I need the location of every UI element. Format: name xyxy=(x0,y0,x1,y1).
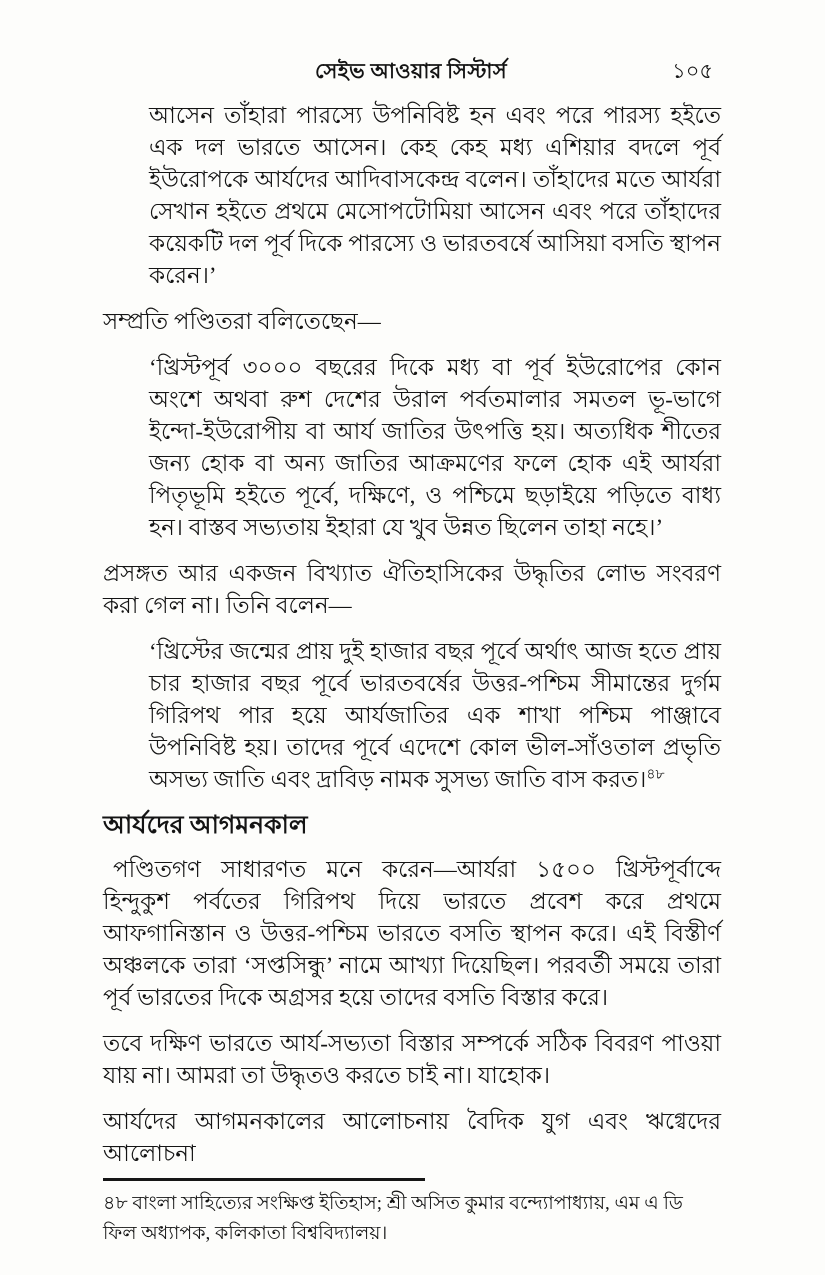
footnote-48 xyxy=(103,1189,721,1249)
blockquote-punjab-settlement xyxy=(149,636,721,796)
blockquote-persia-migration: আসেন তাঁহারা পারস্যে উপনিবিষ্ট হন এবং পরে পারস্য হইতে এক দল ভারতে আসেন। কেহ কেহ মধ্য এশিয়ার বদলে পূর্ব ইউরোপকে আর্যদের আদিবাসকেন্দ্র বলেন। তাঁহাদের মতে আর্যরা সেখান হইতে প্রথমে মেসোপটোমিয়া আসেন এবং পরে তাঁহাদের কয়েকটি দল পূর্ব দিকে পারস্যে ও ভারতবর্ষে আসিয়া বসতি স্থাপন করেন।’ xyxy=(149,103,721,288)
footnote-reference-48: ৪৮ xyxy=(646,767,665,783)
paragraph-historian-intro: প্রসঙ্গত আর একজন বিখ্যাত ঐতিহাসিকের উদ্ধৃতির লোভ সংবরণ করা গেল না। তিনি বলেন— xyxy=(103,561,721,618)
running-header xyxy=(103,56,719,86)
page-number: ১০৫ xyxy=(672,59,713,83)
footnote-separator-rule xyxy=(103,1178,425,1181)
section-heading-aryan-arrival: আর্যদের আগমনকাল xyxy=(103,812,308,839)
paragraph-scholars-say: সম্প্রতি পণ্ডিতরা বলিতেছেন— xyxy=(103,309,381,334)
page-body xyxy=(103,100,721,1263)
paragraph-south-india: তবে দক্ষিণ ভারতে আর্য-সভ্যতা বিস্তার সম্পর্কে সঠিক বিবরণ পাওয়া যায় না। আমরা তা উদ্ধৃতও করতে চাই না। যাহোক। xyxy=(103,1031,721,1088)
footnote-48-text: বাংলা সাহিত্যের সংক্ষিপ্ত ইতিহাস; শ্রী অসিত কুমার বন্দ্যোপাধ্যায়, এম এ ডি ফিল অধ্যাপক, কলিকাতা বিশ্ববিদ্যালয়। xyxy=(103,1193,683,1244)
running-header-title: সেইভ আওয়ার সিস্টার্স xyxy=(315,59,507,83)
footnote-48-marker: ৪৮ xyxy=(103,1193,133,1214)
paragraph-vedic-transition: আর্যদের আগমনকালের আলোচনায় বৈদিক যুগ এবং ঋগ্বেদের আলোচনা xyxy=(103,1109,721,1166)
blockquote-punjab-text: ‘খ্রিস্টের জন্মের প্রায় দুই হাজার বছর পূর্বে অর্থাৎ আজ হতে প্রায় চার হাজার বছর পূর্বে ভারতবর্ষের উত্তর-পশ্চিম সীমান্তের দুর্গম গিরিপথ পার হয়ে আর্যজাতির এক শাখা পশ্চিম পাঞ্জাবে উপনিবিষ্ট হয়। তাদের পূর্বে এদেশে কোল ভীল-সাঁওতাল প্রভৃতি অসভ্য জাতি এবং দ্রাবিড় নামক সুসভ্য জাতি বাস করত। xyxy=(149,639,721,792)
blockquote-ural-origin: ‘খ্রিস্টপূর্ব ৩০০০ বছরের দিকে মধ্য বা পূর্ব ইউরোপের কোন অংশে অথবা রুশ দেশের উরাল পর্বতমালার সমতল ভূ-ভাগে ইন্দো-ইউরোপীয় বা আর্য জাতির উৎপত্তি হয়। অত্যধিক শীতের জন্য হোক বা অন্য জাতির আক্রমণের ফলে হোক এই আর্যরা পিতৃভূমি হইতে পূর্বে, দক্ষিণে, ও পশ্চিমে ছড়াইয়ে পড়িতে বাধ্য হন। বাস্তব সভ্যতায় ইহারা যে খুব উন্নত ছিলেন তাহা নহে।’ xyxy=(149,355,721,540)
paragraph-aryan-arrival: পণ্ডিতগণ সাধারণত মনে করেন—আর্যরা ১৫০০ খ্রিস্টপূর্বাব্দে হিন্দুকুশ পর্বতের গিরিপথ দিয়ে ভারতে প্রবেশ করে প্রথমে আফগানিস্তান ও উত্তর-পশ্চিম ভারতে বসতি স্থাপন করে। এই বিস্তীর্ণ অঞ্চলকে তারা ‘সপ্তসিন্ধু’ নামে আখ্যা দিয়েছিল। পরবর্তী সময়ে তারা পূর্ব ভারতের দিকে অগ্রসর হয়ে তাদের বসতি বিস্তার করে। xyxy=(103,857,721,1010)
